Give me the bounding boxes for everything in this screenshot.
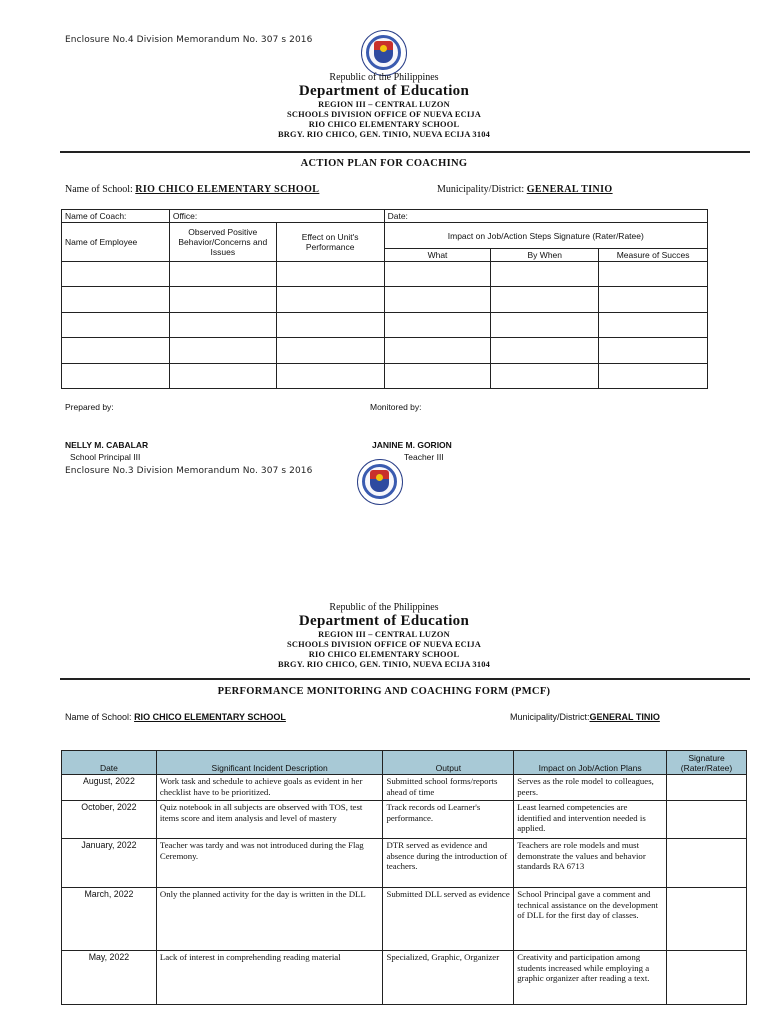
coach-label: Name of Coach: [62, 210, 170, 223]
preparer-title: School Principal III [70, 452, 141, 462]
col-output: Output [383, 751, 514, 775]
letterhead [0, 72, 768, 140]
col-employee: Name of Employee [62, 223, 170, 262]
letterhead-rule [60, 678, 750, 680]
district-field [437, 184, 613, 195]
col-effect: Effect on Unit's Performance [276, 223, 384, 262]
prepared-label: Prepared by: [65, 402, 114, 412]
deped-seal-icon [361, 30, 407, 76]
office-label: Office: [169, 210, 384, 223]
enclosure-note: Enclosure No.3 Division Memorandum No. 307 s 2016 [65, 466, 313, 476]
col-when: By When [491, 249, 599, 262]
row-impact: Teachers are role models and must demonstrate the values and behavior standards RA 6713 [514, 839, 667, 888]
table-row [62, 775, 747, 801]
table-row [62, 262, 708, 287]
row-incident: Teacher was tardy and was not introduced during the Flag Ceremony. [156, 839, 383, 888]
col-incident: Significant Incident Description [156, 751, 383, 775]
letterhead-department: Department of Education [298, 613, 470, 629]
row-signature [667, 839, 747, 888]
preparer-name: NELLY M. CABALAR [65, 440, 149, 450]
district-label: Municipality/District: [510, 712, 590, 722]
letterhead-department: Department of Education [298, 83, 470, 99]
letterhead-school: RIO CHICO ELEMENTARY SCHOOL [308, 650, 460, 659]
col-date: Date [62, 751, 157, 775]
letterhead-republic: Republic of the Philippines [329, 72, 439, 83]
school-value: RIO CHICO ELEMENTARY SCHOOL [135, 184, 320, 195]
monitor-name: JANINE M. GORION [372, 440, 452, 450]
monitored-label: Monitored by: [370, 402, 422, 412]
col-observed: Observed Positive Behavior/Concerns and Issues [169, 223, 276, 262]
col-impact: Impact on Job/Action Plans [514, 751, 667, 775]
table-row [62, 951, 747, 1005]
row-signature [667, 775, 747, 801]
table-row [62, 312, 708, 337]
district-label: Municipality/District: [437, 184, 525, 195]
school-label: Name of School: [65, 184, 133, 195]
letterhead-region: REGION III – CENTRAL LUZON [318, 630, 450, 639]
row-date: March, 2022 [62, 888, 157, 951]
table-row [62, 287, 708, 312]
row-output: Specialized, Graphic, Organizer [383, 951, 514, 1005]
form-title: ACTION PLAN FOR COACHING [300, 158, 468, 169]
deped-seal-icon [357, 459, 403, 505]
row-incident: Work task and schedule to achieve goals as evident in her checklist have to be prioritized. [156, 775, 383, 801]
col-impact: Impact on Job/Action Steps Signature (Rater/Ratee) [384, 223, 707, 249]
row-output: DTR served as evidence and absence during the introduction of teachers. [383, 839, 514, 888]
row-output: Track records od Learner's performance. [383, 801, 514, 839]
row-impact: Serves as the role model to colleagues, peers. [514, 775, 667, 801]
col-what: What [384, 249, 491, 262]
district-value: GENERAL TINIO [526, 184, 613, 195]
letterhead-address: BRGY. RIO CHICO, GEN. TINIO, NUEVA ECIJA 3104 [278, 660, 490, 669]
letterhead-region: REGION III – CENTRAL LUZON [318, 100, 450, 109]
enclosure-note: Enclosure No.4 Division Memorandum No. 307 s 2016 [65, 35, 313, 45]
row-date: January, 2022 [62, 839, 157, 888]
row-impact: School Principal gave a comment and technical assistance on the development of DLL for the first day of classes. [514, 888, 667, 951]
row-signature [667, 951, 747, 1005]
letterhead-school: RIO CHICO ELEMENTARY SCHOOL [308, 120, 460, 129]
date-label: Date: [384, 210, 707, 223]
district-value: GENERAL TINIO [589, 712, 660, 722]
pmcf-table [61, 750, 747, 1005]
letterhead-rule [60, 151, 750, 153]
letterhead-division: SCHOOLS DIVISION OFFICE OF NUEVA ECIJA [287, 110, 481, 119]
letterhead-address: BRGY. RIO CHICO, GEN. TINIO, NUEVA ECIJA 3104 [278, 130, 490, 139]
letterhead-division: SCHOOLS DIVISION OFFICE OF NUEVA ECIJA [287, 640, 481, 649]
row-date: October, 2022 [62, 801, 157, 839]
letterhead-republic: Republic of the Philippines [329, 602, 439, 613]
row-date: May, 2022 [62, 951, 157, 1005]
table-row [62, 338, 708, 363]
table-row [62, 888, 747, 951]
row-signature [667, 801, 747, 839]
district-field [510, 712, 660, 722]
school-field [65, 184, 319, 195]
row-output: Submitted DLL served as evidence [383, 888, 514, 951]
row-incident: Only the planned activity for the day is written in the DLL [156, 888, 383, 951]
row-signature [667, 888, 747, 951]
letterhead [0, 602, 768, 670]
school-value: RIO CHICO ELEMENTARY SCHOOL [134, 712, 286, 722]
table-row [62, 839, 747, 888]
row-output: Submitted school forms/reports ahead of time [383, 775, 514, 801]
coaching-table [61, 209, 708, 389]
row-incident: Quiz notebook in all subjects are observed with TOS, test items score and item analysis and level of mastery [156, 801, 383, 839]
row-date: August, 2022 [62, 775, 157, 801]
col-measure: Measure of Succes [599, 249, 708, 262]
table-row [62, 801, 747, 839]
monitor-title: Teacher III [404, 452, 444, 462]
table-row [62, 363, 708, 388]
col-signature: Signature (Rater/Ratee) [667, 751, 747, 775]
school-label: Name of School: [65, 712, 132, 722]
row-impact: Creativity and participation among students increased while employing a graphic organizer after reading a text. [514, 951, 667, 1005]
row-impact: Least learned competencies are identified and intervention needed is applied. [514, 801, 667, 839]
form-title: PERFORMANCE MONITORING AND COACHING FORM (PMCF) [217, 686, 551, 697]
row-incident: Lack of interest in comprehending reading material [156, 951, 383, 1005]
school-field [65, 712, 286, 722]
